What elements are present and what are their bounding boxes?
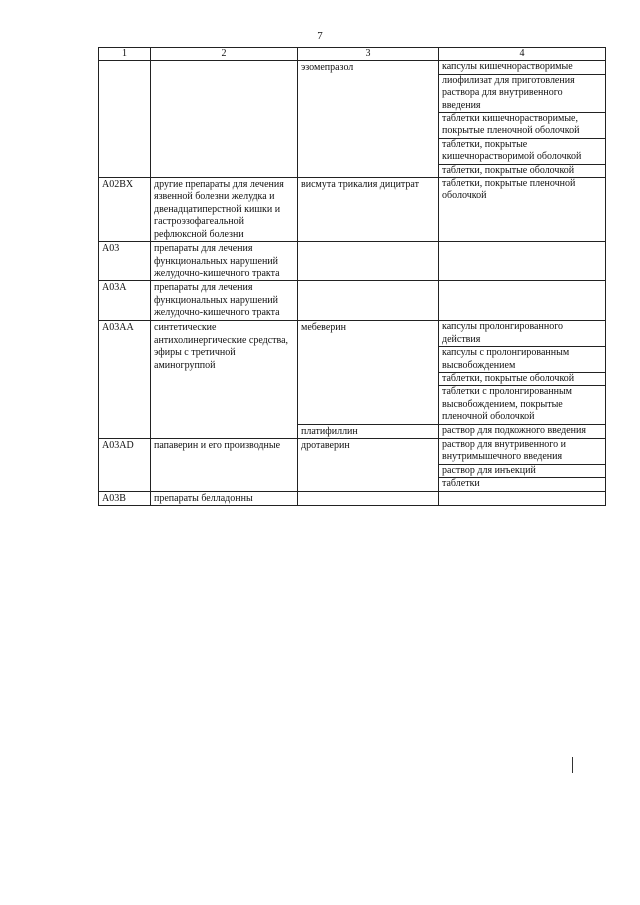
drug-name-cell: платифиллин: [298, 424, 439, 438]
atc-code-cell: A03B: [99, 491, 151, 505]
dosage-forms-cell: [439, 178, 606, 242]
group-name-cell: другие препараты для лечения язвенной болезни желудка и двенадцатиперстной кишки и гастроэзофагеальной рефлюксной болезни: [151, 178, 298, 242]
page-number: 7: [317, 30, 323, 42]
dosage-forms-cell: [439, 321, 606, 424]
table-row: [99, 178, 606, 242]
dosage-form-list: [439, 439, 605, 491]
column-header-2: 2: [151, 48, 298, 61]
dosage-forms-cell: [439, 424, 606, 438]
dosage-form-item: капсулы с пролонгированным высвобождением: [439, 347, 605, 373]
dosage-form-item: таблетки: [442, 478, 480, 490]
dosage-form-item: таблетки, покрытые пленочной оболочкой: [442, 178, 576, 202]
dosage-form-list: [439, 61, 605, 177]
drug-name-cell: эзомепразол: [298, 61, 439, 178]
drug-name-cell-empty: [298, 491, 439, 505]
column-header-3: 3: [298, 48, 439, 61]
group-name-cell: папаверин и его производные: [151, 438, 298, 491]
table-row: [99, 242, 606, 281]
dosage-form-list: [439, 178, 605, 203]
group-name-cell: препараты для лечения функциональных нарушений желудочно-кишечного тракта: [151, 281, 298, 321]
dosage-forms-cell: [439, 438, 606, 491]
dosage-forms-cell-empty: [439, 242, 606, 281]
table-row: [99, 281, 606, 321]
atc-code-cell: A03A: [99, 281, 151, 321]
dosage-forms-cell-empty: [439, 491, 606, 505]
dosage-form-list: [439, 425, 605, 437]
dosage-form-item: лиофилизат для приготовления раствора для внутривенного введения: [439, 75, 605, 113]
table-row: [99, 438, 606, 491]
drug-name-cell-empty: [298, 242, 439, 281]
atc-code-cell: A02BX: [99, 178, 151, 242]
dosage-form-item: раствор для подкожного введения: [442, 424, 586, 436]
atc-code-cell: [99, 61, 151, 178]
drug-name-cell: мебеверин: [298, 321, 439, 424]
dosage-form-item: капсулы пролонгированного действия: [439, 321, 605, 347]
group-name-cell: [151, 61, 298, 178]
table-row: [99, 61, 606, 178]
table-row: [99, 491, 606, 505]
dosage-form-item: таблетки кишечнорастворимые, покрытые пленочной оболочкой: [439, 113, 605, 139]
dosage-form-item: таблетки с пролонгированным высвобождением, покрытые пленочной оболочкой: [442, 386, 573, 423]
column-header-1: 1: [99, 48, 151, 61]
dosage-form-item: таблетки, покрытые кишечнорастворимой оболочкой: [439, 139, 605, 165]
drug-table: [98, 47, 606, 506]
dosage-forms-cell: [439, 61, 606, 178]
drug-name-cell: дротаверин: [298, 438, 439, 491]
dosage-form-item: таблетки, покрытые оболочкой: [439, 373, 605, 386]
group-name-cell: синтетические антихолинергические средства, эфиры с третичной аминогруппой: [151, 321, 298, 439]
dosage-form-item: капсулы кишечнорастворимые: [439, 61, 605, 74]
group-name-cell: препараты белладонны: [151, 491, 298, 505]
column-header-4: 4: [439, 48, 606, 61]
group-name-cell: препараты для лечения функциональных нарушений желудочно-кишечного тракта: [151, 242, 298, 281]
drug-name-cell-empty: [298, 281, 439, 321]
dosage-form-item: раствор для инъекций: [439, 465, 605, 478]
dosage-form-list: [439, 321, 605, 423]
atc-code-cell: A03: [99, 242, 151, 281]
dosage-form-item: таблетки, покрытые оболочкой: [442, 164, 575, 176]
header-row: [99, 48, 606, 61]
margin-mark: [572, 757, 573, 773]
atc-code-cell: A03AA: [99, 321, 151, 439]
drug-name-cell: висмута трикалия дицитрат: [298, 178, 439, 242]
dosage-forms-cell-empty: [439, 281, 606, 321]
dosage-form-item: раствор для внутривенного и внутримышечного введения: [439, 439, 605, 465]
atc-code-cell: A03AD: [99, 438, 151, 491]
table-row: [99, 321, 606, 424]
